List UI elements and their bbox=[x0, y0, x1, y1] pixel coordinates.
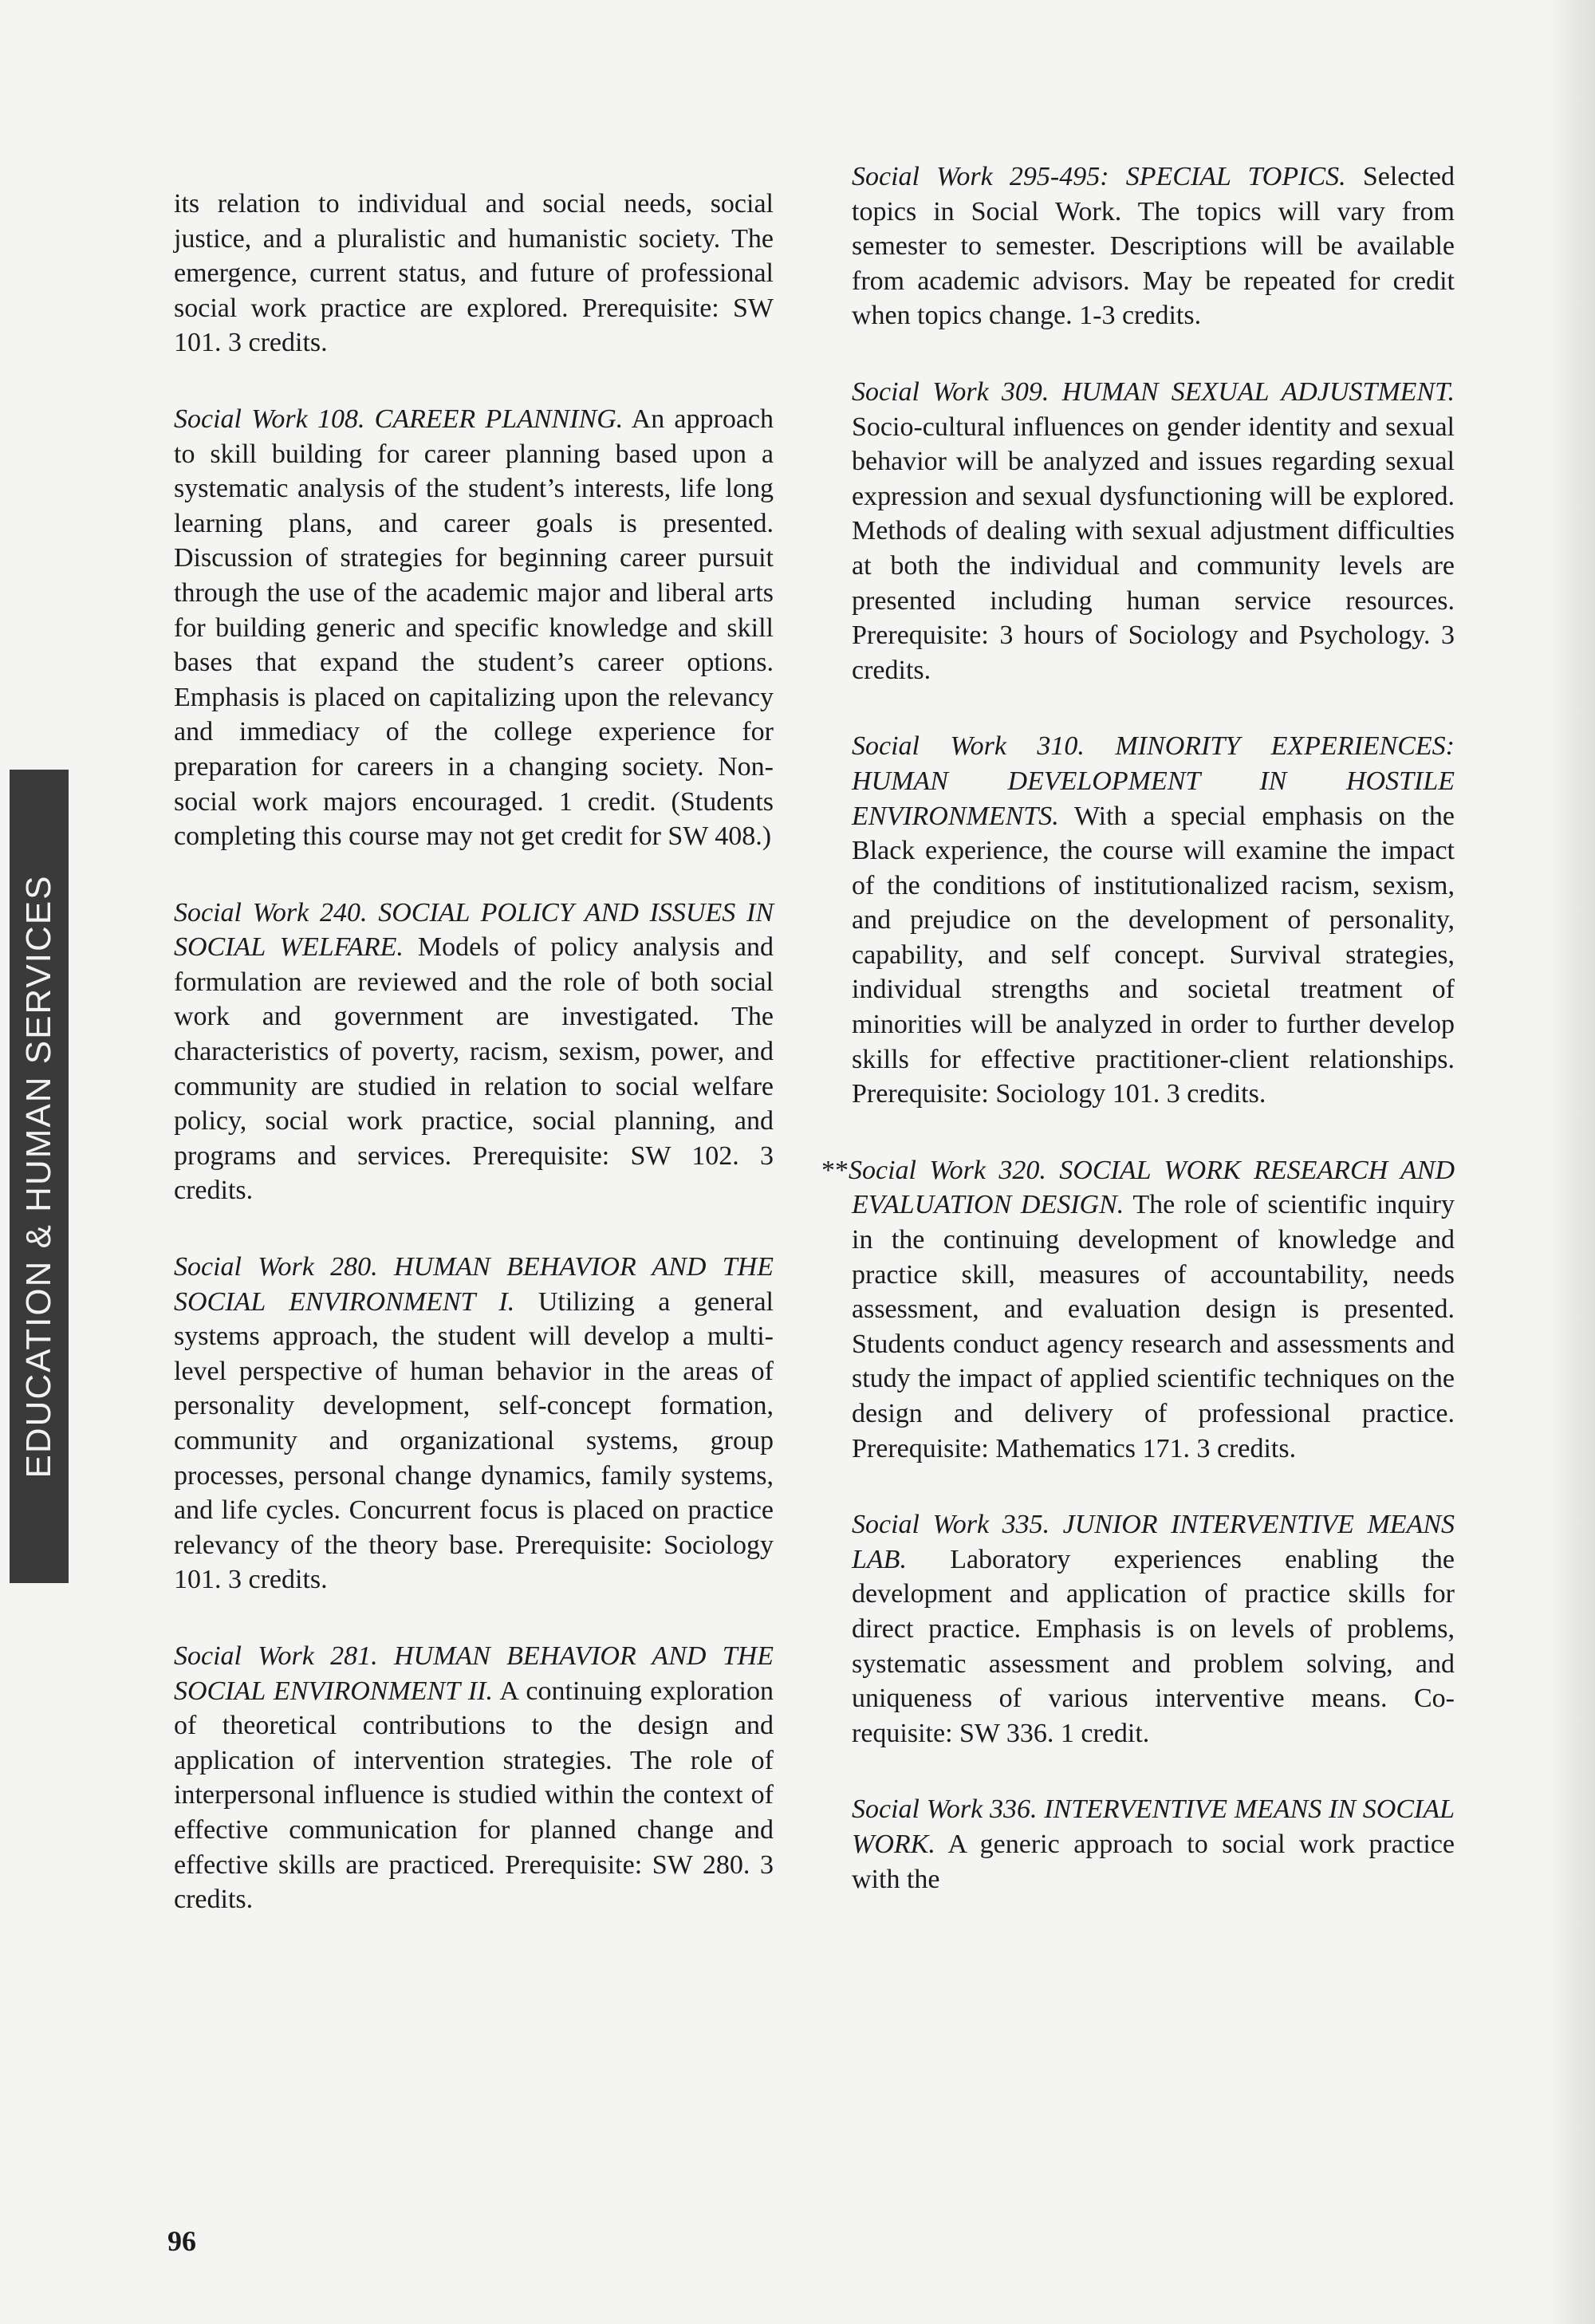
course-title: Social Work 335. JUNIOR INTERVENTIVE MEANS LAB. bbox=[852, 1510, 1455, 1574]
course-entry-sw280 bbox=[174, 1250, 774, 1597]
course-description: Utilizing a general systems approach, the student will develop a multi-level perspective of human behavior in the areas of personality development, self-concept formation, community and organizational systems, group processes, personal change dynamics, family systems, and life cycles. Concurrent focus is placed on practice relevancy of the theory base. Prerequisite: Sociology 101. 3 credits. bbox=[174, 1286, 774, 1595]
course-entry-sw295-495 bbox=[852, 160, 1455, 333]
course-title: Social Work 280. HUMAN BEHAVIOR AND THE SOCIAL ENVIRONMENT I. bbox=[174, 1252, 774, 1317]
section-side-tab-label: EDUCATION & HUMAN SERVICES bbox=[19, 874, 58, 1479]
course-entry-sw310 bbox=[852, 729, 1455, 1112]
right-column bbox=[821, 160, 1455, 1938]
course-entry-sw335 bbox=[852, 1507, 1455, 1751]
course-title: Social Work 295-495: SPECIAL TOPICS. bbox=[852, 162, 1346, 191]
section-side-tab bbox=[10, 770, 69, 1583]
left-column bbox=[174, 160, 774, 1959]
course-entry-sw108 bbox=[174, 402, 774, 854]
page-edge-shadow bbox=[1547, 0, 1595, 2324]
course-title: Social Work 108. CAREER PLANNING. bbox=[174, 404, 624, 434]
course-entry-sw309 bbox=[852, 375, 1455, 687]
course-entry-sw336 bbox=[852, 1792, 1455, 1897]
course-entry-sw281 bbox=[174, 1639, 774, 1917]
course-description: Laboratory experiences enabling the development and application of practice skills for direct practice. Emphasis is on levels of problems, systematic assessment and problem solving, and uniqueness of various interventive means. Co-requisite: SW 336. 1 credit. bbox=[852, 1544, 1455, 1748]
course-title: Social Work 320. SOCIAL WORK RESEARCH AND EVALUATION DESIGN. bbox=[849, 1155, 1455, 1220]
course-description: Models of policy analysis and formulation are reviewed and the role of both social work and government are investigated. The characteristics of poverty, racism, sexism, power, and community are studied in relation to social welfare policy, social work practice, social planning, and programs and services. Prerequisite: SW 102. 3 credits. bbox=[174, 932, 774, 1206]
course-entry-sw240 bbox=[174, 896, 774, 1208]
course-title: Social Work 281. HUMAN BEHAVIOR AND THE SOCIAL ENVIRONMENT II. bbox=[174, 1641, 774, 1706]
continued-course-description: its relation to individual and social needs, social justice, and a pluralistic and humanistic society. The emergence, current status, and future of professional social work practice are explored. Prerequisite: SW 101. 3 credits. bbox=[174, 189, 774, 358]
course-description: The role of scientific inquiry in the continuing development of knowledge and practice skill, measures of accountability, needs assessment, and evaluation design is presented. Students conduct agency research and assessments and study the impact of applied scientific techniques on the design and delivery of professional practice. Prerequisite: Mathematics 171. 3 credits. bbox=[852, 1190, 1455, 1463]
course-description: With a special emphasis on the Black experience, the course will examine the impact of the conditions of institutionalized racism, sexism, and prejudice on the development of personality, capability, and self concept. Survival strategies, individual strengths and societal treatment of minorities will be analyzed in order to further develop skills for effective practitioner-client relationships. Prerequisite: Sociology 101. 3 credits. bbox=[852, 801, 1455, 1109]
course-description: A generic approach to social work practice with the bbox=[852, 1829, 1455, 1894]
course-title: Social Work 240. SOCIAL POLICY AND ISSUES IN SOCIAL WELFARE. bbox=[174, 897, 774, 963]
course-title: Social Work 310. MINORITY EXPERIENCES: HUMAN DEVELOPMENT IN HOSTILE ENVIRONMENTS. bbox=[852, 731, 1455, 831]
course-entry-sw320 bbox=[821, 1153, 1455, 1466]
course-marker: ** bbox=[821, 1155, 849, 1185]
course-description: Selected topics in Social Work. The topics will vary from semester to semester. Descriptions will be available from academic advisors. May be repeated for credit when topics change. 1-3 credits. bbox=[852, 162, 1455, 331]
page-number: 96 bbox=[167, 2225, 196, 2257]
course-title: Social Work 336. INTERVENTIVE MEANS IN SOCIAL WORK. bbox=[852, 1794, 1455, 1859]
course-title: Social Work 309. HUMAN SEXUAL ADJUSTMENT. bbox=[852, 376, 1455, 407]
course-description: A continuing exploration of theoretical contributions to the design and application of intervention strategies. The role of interpersonal influence is studied within the context of effective communication for planned change and effective skills are practiced. Prerequisite: SW 280. 3 credits. bbox=[174, 1676, 774, 1915]
course-description: An approach to skill building for career planning based upon a systematic analysis of the student’s interests, life long learning plans, and career goals is presented. Discussion of strategies for beginning career pursuit through the use of the academic major and liberal arts for building generic and specific knowledge and skill bases that expand the student’s career options. Emphasis is placed on capitalizing upon the relevancy and immediacy of the college experience for preparation for careers in a changing society. Non-social work majors encouraged. 1 credit. (Students completing this course may not get credit for SW 408.) bbox=[174, 404, 774, 852]
course-description: Socio-cultural influences on gender identity and sexual behavior will be analyzed and issues regarding sexual expression and sexual dysfunctioning will be explored. Methods of dealing with sexual adjustment difficulties at both the individual and community levels are presented including human service resources. Prerequisite: 3 hours of Sociology and Psychology. 3 credits. bbox=[852, 412, 1455, 685]
